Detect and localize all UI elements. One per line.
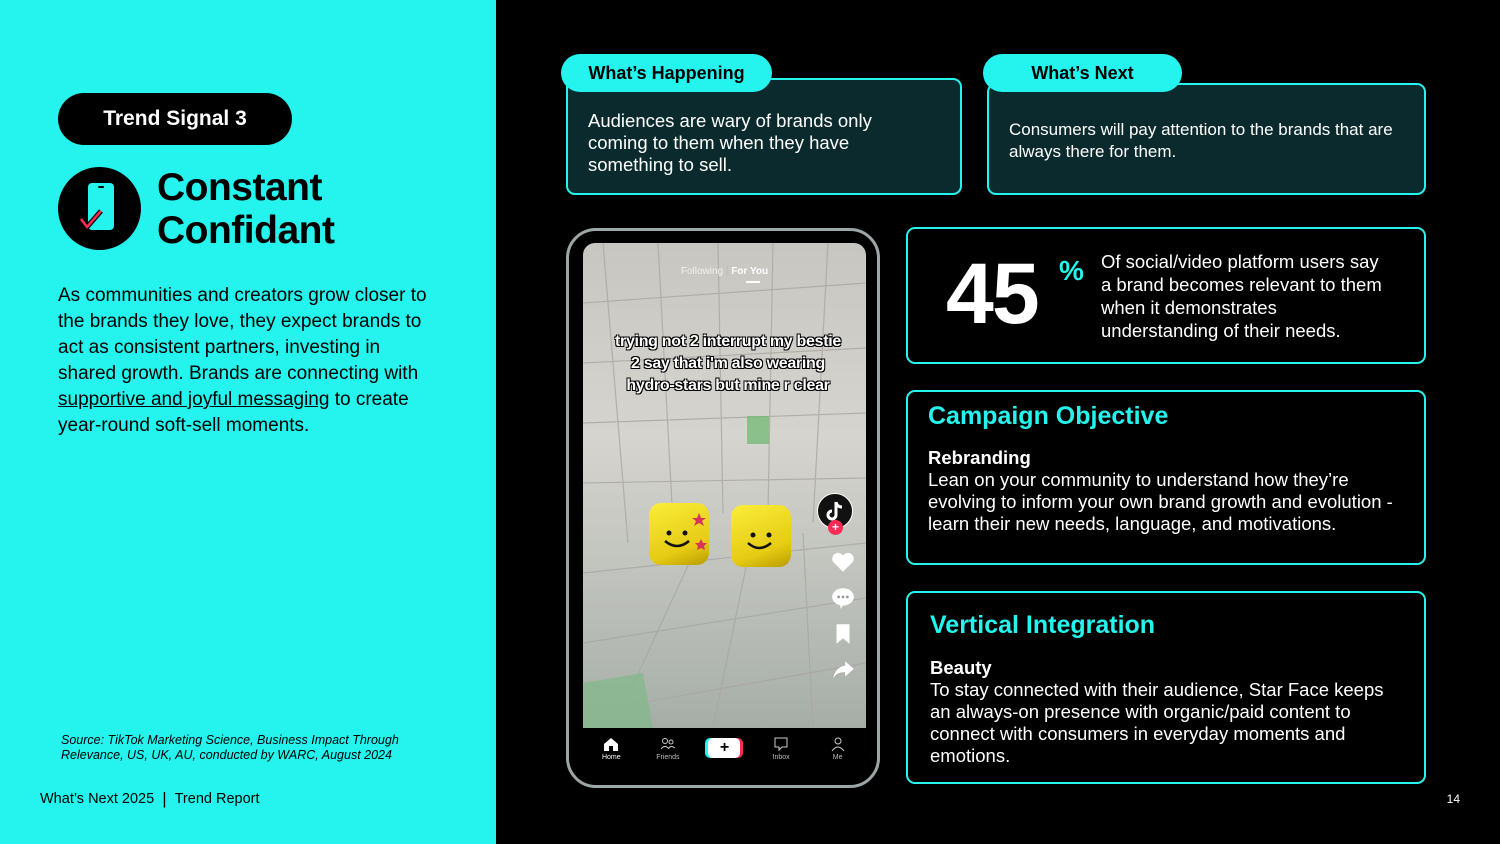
whats-happening-box (566, 78, 962, 195)
tile-background (583, 243, 866, 728)
whats-next-text: Consumers will pay attention to the brands that are always there for them. (1009, 120, 1393, 161)
vertical-integration-title: Vertical Integration (930, 611, 1156, 639)
vertical-integration-body: To stay connected with their audience, Star Face keeps an always-on presence with organic/paid content to connect with consumers in everyday moments and emotions. (930, 679, 1384, 766)
description-text-end: to create year-round soft-sell moments. (58, 389, 409, 436)
stat-percent-sign: % (1059, 255, 1084, 286)
nav-me-label: Me (832, 753, 843, 761)
friends-icon (660, 736, 676, 752)
whats-happening-text: Audiences are wary of brands only coming to them when they have something to sell. (588, 110, 872, 175)
comment-icon[interactable] (830, 585, 856, 611)
nav-home[interactable] (591, 736, 631, 761)
trend-title-line2: Confidant (157, 209, 335, 252)
nav-friends-label: Friends (656, 753, 680, 761)
whats-next-box (987, 83, 1426, 195)
left-panel (0, 0, 496, 844)
smiley-cube-right (731, 505, 791, 567)
trend-title-line1: Constant (157, 166, 322, 209)
heart-icon[interactable] (830, 549, 856, 575)
source-note: Source: TikTok Marketing Science, Business Impact Through Relevance, US, UK, AU, conducted by WARC, August 2024 (61, 733, 399, 762)
smiley-cube-left (649, 503, 709, 565)
nav-inbox-label: Inbox (772, 753, 790, 761)
home-icon (603, 736, 619, 752)
stat-number: 45 (946, 246, 1038, 342)
phone-mockup (566, 228, 880, 788)
bookmark-icon[interactable] (830, 621, 856, 647)
description-highlight: supportive and joyful messaging (58, 389, 330, 410)
whats-happening-label: What’s Happening (561, 54, 772, 92)
campaign-objective-subtitle: Rebranding (928, 447, 1031, 468)
trend-signal-badge: Trend Signal 3 (58, 93, 292, 145)
profile-icon (830, 736, 846, 752)
nav-me[interactable] (818, 736, 858, 761)
trend-title (157, 166, 477, 252)
vertical-integration-box (906, 591, 1426, 784)
phone-check-icon (58, 167, 141, 250)
vertical-integration-subtitle: Beauty (930, 657, 992, 678)
footer-separator: | (162, 789, 167, 808)
footer-year: What’s Next 2025 (40, 791, 155, 807)
footer-report-type: Trend Report (174, 791, 260, 807)
campaign-objective-title: Campaign Objective (928, 402, 1169, 430)
page-number: 14 (1446, 792, 1460, 806)
stat-description: Of social/video platform users say a brand becomes relevant to them when it demonstrates understanding of their needs. (1101, 251, 1382, 341)
follow-plus-icon[interactable]: + (828, 520, 843, 535)
whats-next-label: What’s Next (983, 54, 1182, 92)
campaign-objective-body: Lean on your community to understand how they’re evolving to inform your own brand growth and evolution - learn their new needs, language, and motivations. (928, 469, 1393, 534)
stat-box (906, 227, 1426, 364)
description-text: As communities and creators grow closer to the brands they love, they expect brands to act as consistent partners, investing in shared growth. Brands are connecting with (58, 285, 427, 384)
trend-description (58, 283, 438, 439)
nav-friends[interactable] (648, 736, 688, 761)
video-screen[interactable] (583, 243, 866, 728)
inbox-icon (773, 736, 789, 752)
nav-home-label: Home (601, 753, 621, 761)
footer (40, 789, 260, 809)
campaign-objective-box (906, 390, 1426, 565)
share-icon[interactable] (830, 657, 856, 683)
nav-create[interactable] (704, 738, 744, 758)
video-caption: trying not 2 interrupt my bestie 2 say that i'm also wearing hydro-stars but mine r clear (615, 333, 841, 394)
feed-tabs: Following | For You (583, 266, 866, 283)
nav-inbox[interactable] (761, 736, 801, 761)
tab-for-you[interactable]: For You (731, 266, 769, 277)
tab-following[interactable]: Following (680, 266, 724, 277)
create-plus-icon: + (708, 738, 740, 758)
bottom-nav (583, 728, 866, 768)
